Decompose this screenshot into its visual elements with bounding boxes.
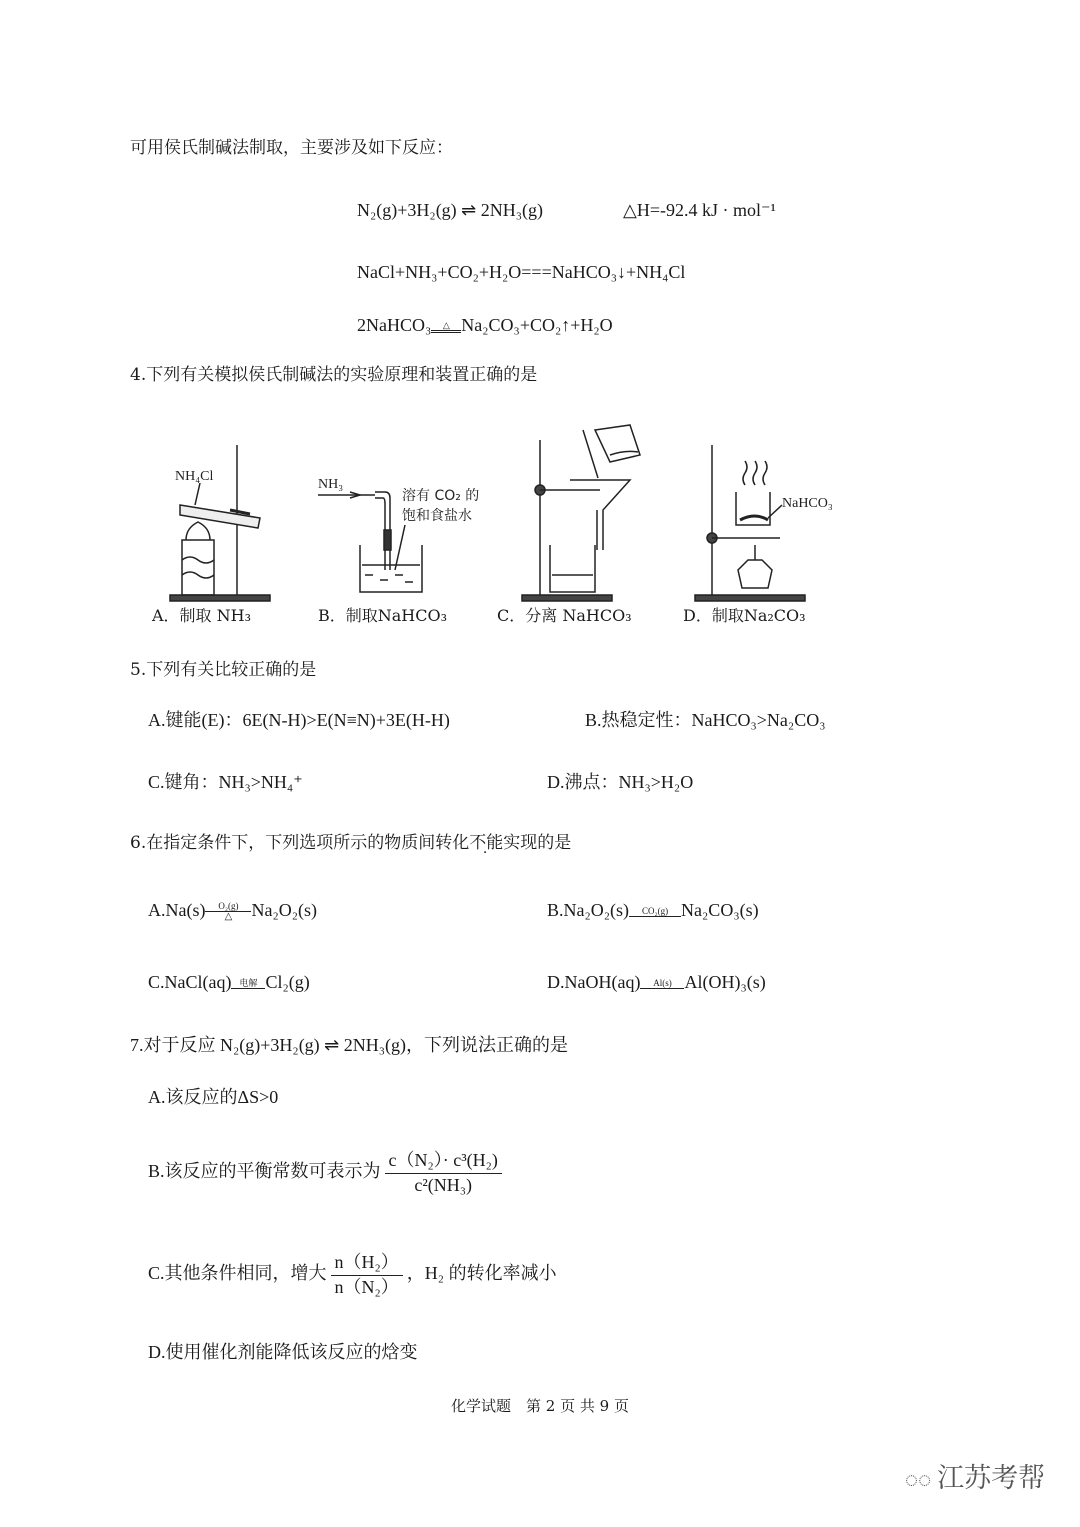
equation-1-text: N₂(g)+3H₂(g) ⇌ 2NH₃(g) (357, 200, 544, 220)
q6-c-left: C.NaCl(aq) (148, 972, 232, 992)
label-nh4cl: NH₄Cl (175, 469, 214, 484)
equation-3-condition: △ (442, 319, 450, 330)
watermark-text: 江苏考帮 (937, 1463, 1046, 1493)
q7-b-denominator: c²(NH₃) (414, 1174, 473, 1195)
equation-3 (357, 315, 613, 337)
q6-option-c (148, 972, 310, 994)
q7-b-text: B.该反应的平衡常数可表示为 (148, 1161, 381, 1182)
q6-b-right: Na₂CO₃(s) (681, 900, 759, 920)
q7-c-text: C.其他条件相同，增大 (148, 1263, 327, 1284)
q7-b-fraction (385, 1150, 502, 1196)
caption-c: C．分离 NaHCO₃ (497, 606, 632, 625)
intro-text: 可用侯氏制碱法制取，主要涉及如下反应： (130, 138, 453, 158)
wechat-icon: ◌◌ (905, 1467, 932, 1492)
watermark (905, 1456, 1045, 1495)
page-footer: 化学试题 第 2 页 共 9 页 (451, 1397, 629, 1415)
q7-b-numerator: c（N₂）· c³(H₂) (385, 1150, 502, 1174)
q5-option-b: B.热稳定性：NaHCO₃>Na₂CO₃ (585, 710, 826, 730)
q6-b-left: B.Na₂O₂(s) (547, 900, 630, 920)
q6-d-right: Al(OH)₃(s) (684, 972, 766, 992)
q6-option-d (547, 972, 766, 994)
q6-a-bottom: △ (224, 910, 233, 922)
q6-a-top: O₂(g) (218, 900, 239, 911)
label-nahco3: NaHCO₃ (782, 496, 833, 511)
q6-a-left: A.Na(s) (148, 900, 206, 920)
caption-a: A．制取 NH₃ (152, 606, 252, 625)
q6-stem-post: 实现的是 (503, 833, 572, 853)
q6-stem (130, 833, 571, 853)
label-co2-solution-2: 饱和食盐水 (402, 508, 472, 524)
equation-3-right: Na₂CO₃+CO₂↑+H₂O (461, 315, 613, 335)
q6-d-top: Al(s) (653, 977, 672, 988)
label-nh3: NH₃ (318, 477, 344, 492)
q6-d-left: D.NaOH(aq) (547, 972, 641, 992)
equation-1-enthalpy: △H=-92.4 kJ · mol⁻¹ (623, 200, 776, 220)
caption-d: D．制取Na₂CO₃ (683, 606, 806, 625)
q6-option-a (148, 900, 317, 922)
q5-option-d: D.沸点：NH₃>H₂O (547, 772, 694, 792)
q7-c-numerator: n（H₂） (331, 1252, 403, 1276)
q6-c-top: 电解 (239, 977, 258, 988)
q6-option-b (547, 900, 759, 922)
q7-c-post: ，H₂ 的转化率减小 (406, 1263, 557, 1284)
q6-b-top: CO₂(g) (641, 905, 669, 916)
q5-option-c: C.键角：NH₃>NH₄⁺ (148, 772, 303, 792)
q7-option-c (148, 1252, 557, 1298)
equation-3-left: 2NaHCO₃ (357, 315, 432, 335)
q7-c-denominator: n（N₂） (334, 1276, 399, 1297)
q5-stem: 5.下列有关比较正确的是 (130, 660, 317, 680)
q7-c-fraction (331, 1252, 403, 1298)
q6-a-right: Na₂O₂(s) (251, 900, 318, 920)
q6-c-right: Cl₂(g) (265, 972, 310, 992)
q6-stem-pre: 6.在指定条件下，下列选项所示的物质间转化 (130, 833, 470, 853)
q4-stem: 4.下列有关模拟侯氏制碱法的实验原理和装置正确的是 (130, 365, 538, 385)
q7-option-b (148, 1150, 506, 1196)
q7-option-a: A.该反应的ΔS>0 (148, 1087, 279, 1107)
equation-1 (357, 200, 776, 222)
q7-stem: 7.对于反应 N₂(g)+3H₂(g) ⇌ 2NH₃(g)，下列说法正确的是 (130, 1035, 569, 1055)
q6-stem-emphasis: 不能 (469, 833, 504, 853)
q4-apparatus-figure (140, 410, 860, 640)
label-co2-solution-1: 溶有 CO₂ 的 (402, 488, 480, 504)
q5-option-a: A.键能(E)：6E(N-H)>E(N≡N)+3E(H-H) (148, 710, 450, 730)
q7-option-d: D.使用催化剂能降低该反应的焓变 (148, 1342, 418, 1362)
equation-2: NaCl+NH₃+CO₂+H₂O===NaHCO₃↓+NH₄Cl (357, 262, 686, 282)
caption-b: B．制取NaHCO₃ (318, 606, 448, 625)
